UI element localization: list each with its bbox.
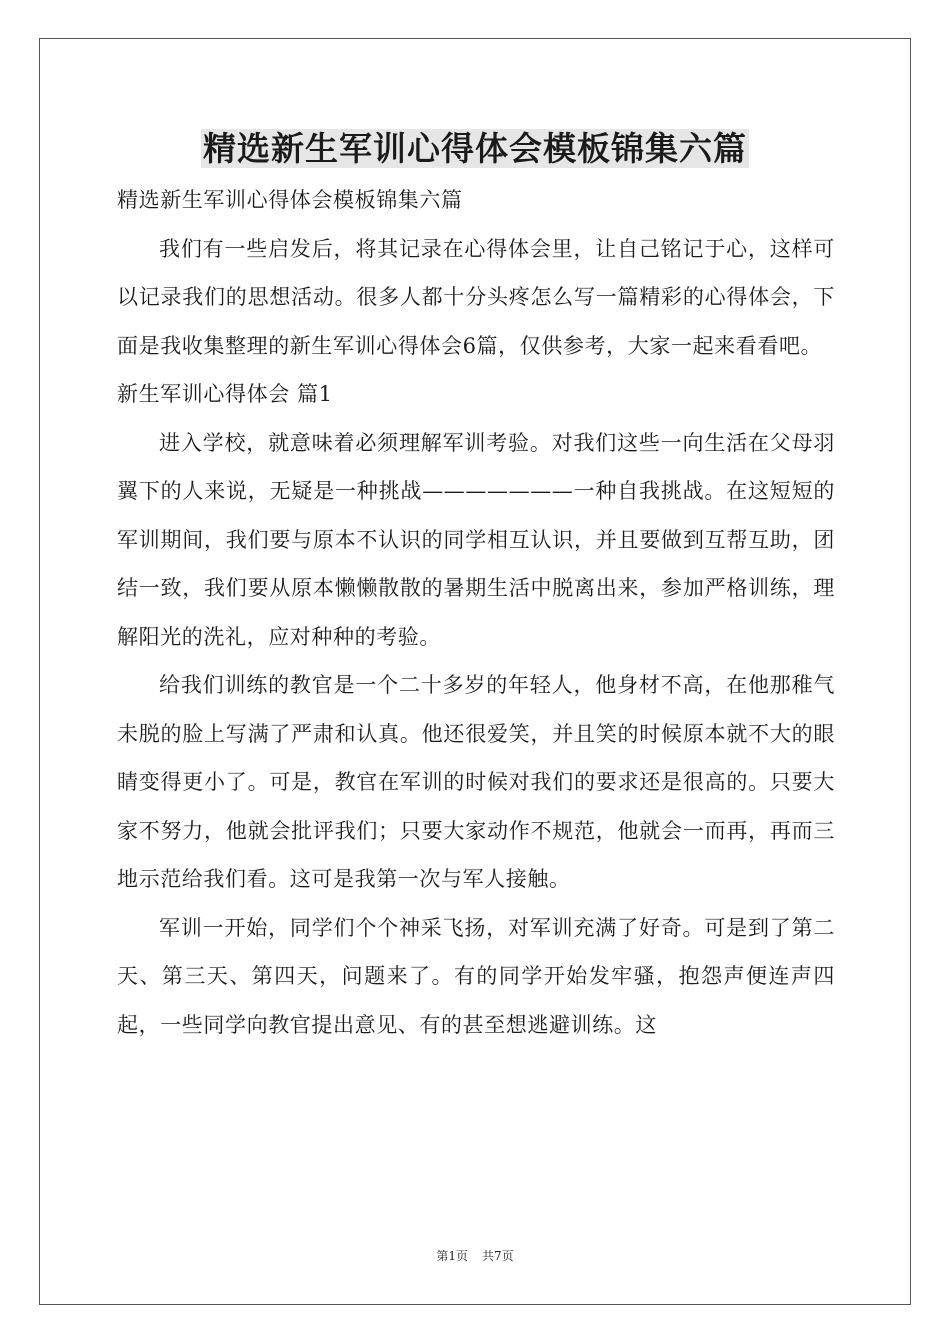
body-paragraph-2: 给我们训练的教官是一个二十多岁的年轻人，他身材不高，在他那稚气未脱的脸上写满了严肃和认真。他还很爱笑，并且笑的时候原本就不大的眼睛变得更小了。可是，教官在军训的时候对我们的要求还是很高的。只要大家不努力，他就会批评我们；只要大家动作不规范，他就会一而再，再而三地示范给我们看。这可是我第一次与军人接触。 [117,673,835,891]
document-subtitle: 精选新生军训心得体会模板锦集六篇 [117,188,463,212]
page-total: 共7页 [482,1249,514,1263]
section-heading: 新生军训心得体会 篇1 [117,382,333,406]
document-title-text: 精选新生军训心得体会模板锦集六篇 [203,129,747,168]
document-body [117,176,835,1049]
page-number: 第1页 [436,1249,468,1263]
body-paragraph-3: 军训一开始，同学们个个神采飞扬，对军训充满了好奇。可是到了第二天、第三天、第四天，问题来了。有的同学开始发牢骚，抱怨声便连声四起，一些同学向教官提出意见、有的甚至想逃避训练。这 [117,915,835,1037]
document-title [0,123,950,175]
page-footer [0,1246,950,1266]
intro-paragraph: 我们有一些启发后，将其记录在心得体会里，让自己铭记于心，这样可以记录我们的思想活动。很多人都十分头疼怎么写一篇精彩的心得体会，下面是我收集整理的新生军训心得体会6篇，仅供参考，大家一起来看看吧。 [117,236,835,358]
body-paragraph-1: 进入学校，就意味着必须理解军训考验。对我们这些一向生活在父母羽翼下的人来说，无疑是一种挑战———————一种自我挑战。在这短短的军训期间，我们要与原本不认识的同学相互认识，并且要做到互帮互助，团结一致，我们要从原本懒懒散散的暑期生活中脱离出来，参加严格训练，理解阳光的洗礼，应对种种的考验。 [117,430,835,649]
